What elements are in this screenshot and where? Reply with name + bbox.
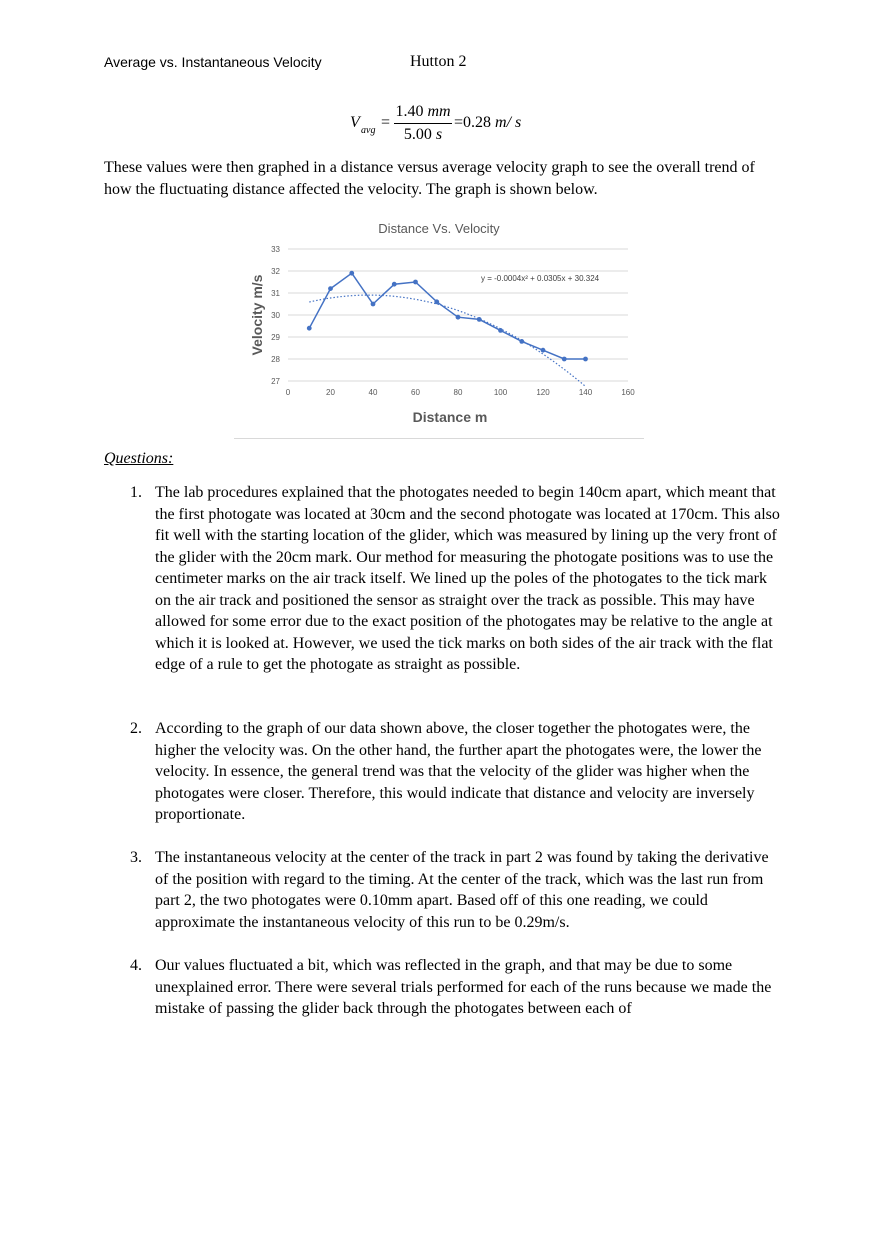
x-tick-label: 140 [578, 388, 593, 397]
fraction-bar [394, 123, 452, 124]
question-text: According to the graph of our data shown above, the closer together the photogates were, the higher the velocity was. On the other hand, the further apart the photogates were, the lower the velocity. In essence, the general trend was that the velocity of the glider was higher when the photogates were closer. Therefore, this would indicate that distance and velocity are inversely proportionate. [155, 720, 762, 823]
trendline-equation: y = -0.0004x² + 0.0305x + 30.324 [481, 274, 600, 283]
equation-subscript: avg [361, 125, 376, 136]
data-point [583, 357, 588, 362]
question-number: 4. [130, 957, 142, 974]
x-tick-label: 80 [453, 388, 463, 397]
equation-result: =0.28 m/ s [454, 114, 522, 131]
equation-denominator: 5.00 s [403, 126, 443, 143]
x-tick-label: 100 [493, 388, 508, 397]
data-point [562, 357, 567, 362]
question-text: The lab procedures explained that the photogates needed to begin 140cm apart, which meant that the first photogate was located at 30cm and the second photogate was located at 170cm. This also fit well with the starting location of the glider, which was measured by lining up the very front of the glider with the 20cm mark. Our method for measuring the photogate positions was to use the centimeter marks on the air track itself. We lined up the poles of the photogates to the tick mark on the air track and positioned the sensor as straight over the track as possible. This may have allowed for some error due to the exact position of the photogates may be relative to the angle at which it is looked at. However, we used the tick marks on both sides of the air track with the flat edge of a rule to get the photogate as straight as possible. [155, 484, 780, 673]
data-point [349, 271, 354, 276]
equation-fraction [394, 102, 452, 145]
y-tick-label: 31 [271, 289, 280, 298]
data-point [541, 348, 546, 353]
data-point [434, 299, 439, 304]
x-tick-label: 120 [536, 388, 550, 397]
data-point [477, 317, 482, 322]
x-tick-label: 0 [285, 388, 291, 397]
header-page-label: Hutton 2 [410, 53, 467, 70]
series-line [309, 273, 585, 359]
data-point [498, 328, 503, 333]
distance-velocity-chart [234, 211, 644, 439]
chart-svg [234, 211, 644, 438]
chart-title: Distance Vs. Velocity [378, 221, 500, 236]
data-point [456, 315, 461, 320]
data-point [519, 339, 524, 344]
equation-v: V [350, 114, 360, 131]
question-text: Our values fluctuated a bit, which was reflected in the graph, and that may be due to some unexplained error. There were several trials performed for each of the runs because we made the mistake of passing the glider back through the photogates between each of [155, 957, 772, 1017]
questions-heading: Questions: [104, 450, 174, 467]
chart-y-axis-label: Velocity m/s [249, 274, 265, 356]
question-number: 1. [130, 484, 142, 501]
data-point [413, 280, 418, 285]
data-point [328, 286, 333, 291]
y-tick-label: 32 [271, 267, 280, 276]
chart-x-axis-label: Distance m [412, 409, 488, 425]
x-tick-label: 160 [621, 388, 635, 397]
data-point [307, 326, 312, 331]
x-tick-label: 20 [326, 388, 335, 397]
question-text: The instantaneous velocity at the center of the track in part 2 was found by taking the derivative of the position with regard to the timing. At the center of the track, which was the last run from part 2, the two photogates were 0.10mm apart. Based off of this one reading, we could approximate the instantaneous velocity of this run to be 0.29m/s. [155, 849, 769, 931]
equation-numerator: 1.40 mm [395, 103, 451, 120]
data-point [371, 302, 376, 307]
x-tick-label: 60 [411, 388, 420, 397]
question-number: 3. [130, 849, 142, 866]
equation-equals: = [381, 114, 391, 131]
x-tick-label: 40 [368, 388, 378, 397]
question-number: 2. [130, 720, 142, 737]
y-tick-label: 29 [271, 333, 280, 342]
data-point [392, 282, 397, 287]
y-tick-label: 30 [271, 311, 280, 320]
y-tick-label: 33 [271, 245, 280, 254]
y-tick-label: 27 [271, 377, 280, 386]
y-tick-label: 28 [271, 355, 280, 364]
header-title: Average vs. Instantaneous Velocity [104, 54, 322, 70]
intro-paragraph: These values were then graphed in a distance versus average velocity graph to see the overall trend of how the fluctuating distance affected the velocity. The graph is shown below. [104, 159, 755, 198]
